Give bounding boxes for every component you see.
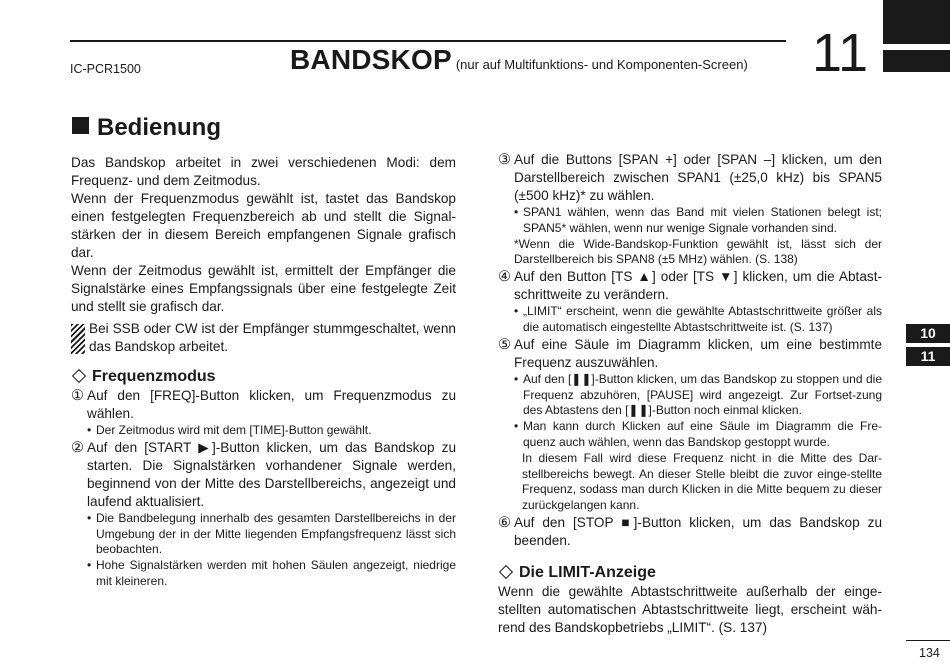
page-number-rule xyxy=(906,640,950,641)
step-text: Auf den [FREQ]-Button klicken, um Frequenzmodus zu wählen. xyxy=(87,388,456,421)
step-number: ① xyxy=(71,388,84,404)
model-name: IC-PCR1500 xyxy=(70,62,141,76)
step-item xyxy=(498,268,882,304)
step-text: Auf die Buttons [SPAN +] oder [SPAN –] klicken, um den Darstellbereich zwischen SPAN1 (±25,0 kHz) bis SPAN5 (±500 kHz)* zu wählen. xyxy=(514,152,882,203)
bullet-text: „LIMIT“ erscheint, wenn die gewählte Abtastschrittweite größer als die automatisch eingestellte Abtastschrittweite ist. (S. 137) xyxy=(523,304,882,334)
subsection-heading xyxy=(71,368,456,386)
bullet-text: Der Zeitmodus wird mit dem [TIME]-Button gewählt. xyxy=(96,423,372,437)
note-block xyxy=(71,320,456,356)
header-rule xyxy=(70,40,786,42)
subsection-heading-text: Frequenzmodus xyxy=(92,368,216,385)
bullet-text: Auf den [❚❚]-Button klicken, um das Bandskop zu stoppen und die Frequenz abzuhören, [PAUSE] wird angezeigt. Zur Fortset-zung des Abtastens den [❚❚]-Button noch einmal klicken. xyxy=(523,371,882,418)
subsection-heading xyxy=(498,564,882,582)
step-item xyxy=(71,439,456,511)
subsection-heading-text: Die LIMIT-Anzeige xyxy=(519,563,656,581)
bullet-continuation: In diesem Fall wird diese Frequenz nicht in die Mitte des Dar-stellbereichs bewegt. An dieser Stelle bleibt die zuvor einge-stellte Frequenz, sodass man durch Klicken in die Mitte bequem zu dieser zurückgelangen kann. xyxy=(522,450,882,513)
intro-paragraph: Das Bandskop arbeitet in zwei verschiedenen Modi: dem Frequenz- und dem Zeitmodus. xyxy=(71,155,456,188)
bullet-item: • Auf den [❚❚]-Button klicken, um das Bandskop zu stoppen und die Frequenz abzuhören, [PAUSE] wird angezeigt. Zur Fortset-zung des Abtastens den [❚❚]-Button noch einmal klicken. xyxy=(514,371,882,418)
bullet-text: Die Bandbelegung innerhalb des gesamten Darstellbereichs in der Umgebung der in der Mitte liegenden Empfangsfrequenz lässt sich beobachten. xyxy=(96,510,456,557)
section-title-text: Bedienung xyxy=(97,114,221,141)
left-column xyxy=(71,154,456,590)
step-item xyxy=(498,151,882,205)
step-item xyxy=(498,514,882,550)
right-column xyxy=(498,151,882,637)
step-text: Auf eine Säule im Diagramm klicken, um eine bestimmte Frequenz auszuwählen. xyxy=(514,336,882,370)
step-number: ⑥ xyxy=(498,514,511,531)
bullet-item: • Man kann durch Klicken auf eine Säule im Diagramm die Fre-quenz auch wählen, wenn das Bandskop gestoppt wurde. xyxy=(514,419,882,449)
step-text: Auf den [START ▶]-Button klicken, um das Bandskop zu starten. Die Signalstärken vorhandener Signale werden, beginnend von der Mitte des Darstellbereichs, angezeigt und laufend aktualisiert. xyxy=(87,439,456,509)
chapter-number: 11 xyxy=(812,23,869,83)
page-title xyxy=(290,44,748,76)
square-bullet-icon xyxy=(72,117,89,134)
page-number: 134 xyxy=(919,646,940,660)
step-item xyxy=(498,336,882,372)
bullet-item: • Der Zeitmodus wird mit dem [TIME]-Button gewählt. xyxy=(87,423,456,439)
intro-paragraph: Wenn der Zeitmodus gewählt ist, ermittelt der Empfänger die Signalstärke eines Empfangssignals über eine festgelegte Zeit und stellt sie grafisch dar. xyxy=(71,263,456,314)
bullet-text: SPAN1 wählen, wenn das Band mit vielen Stationen belegt ist; SPAN5* wählen, wenn nur wenige Signale vorhanden sind. xyxy=(523,205,882,235)
chapter-subtitle: (nur auf Multifunktions- und Komponenten-Screen) xyxy=(455,57,748,72)
step-text: Auf den [STOP ■]-Button klicken, um das Bandskop zu beenden. xyxy=(514,514,882,548)
diamond-icon xyxy=(499,565,513,579)
chapter-tab-block xyxy=(883,50,950,72)
bullet-text: Hohe Signalstärken werden mit hohen Säulen angezeigt, niedrige mit kleineren. xyxy=(96,558,456,588)
section-title xyxy=(72,114,221,142)
chapter-tab-block xyxy=(883,0,950,44)
step-number: ⑤ xyxy=(498,336,511,353)
side-tab-11: 11 xyxy=(906,347,950,366)
chapter-title: BANDSKOP xyxy=(290,44,452,75)
step-item xyxy=(71,387,456,423)
footnote: *Wenn die Wide-Bandskop-Funktion gewählt ist, lässt sich der Darstellbereich bis SPAN8 (±5 MHz) wählen. (S. 138) xyxy=(514,236,882,267)
bullet-item: • SPAN1 wählen, wenn das Band mit vielen Stationen belegt ist; SPAN5* wählen, wenn nur wenige Signale vorhanden sind. xyxy=(514,205,882,235)
intro-paragraph: Wenn der Frequenzmodus gewählt ist, tastet das Bandskop einen festgelegten Frequenzbereich ab und stellt die Signal-stärken der in diesem Bereich empfangenen Signale grafisch dar. xyxy=(71,191,456,260)
step-number: ③ xyxy=(498,152,511,168)
bullet-item: • Hohe Signalstärken werden mit hohen Säulen angezeigt, niedrige mit kleineren. xyxy=(87,558,456,588)
step-text: Auf den Button [TS ▲] oder [TS ▼] klicken, um die Abtast-schrittweite zu verändern. xyxy=(514,269,882,303)
step-number: ② xyxy=(71,439,84,456)
side-tab-10: 10 xyxy=(906,324,950,343)
bullet-item: • Die Bandbelegung innerhalb des gesamten Darstellbereichs in der Umgebung der in der Mitte liegenden Empfangsfrequenz lässt sich beobachten. xyxy=(87,510,456,557)
step-number: ④ xyxy=(498,269,511,286)
note-text: Bei SSB oder CW ist der Empfänger stummgeschaltet, wenn das Bandskop arbeitet. xyxy=(89,321,456,354)
diamond-icon xyxy=(72,369,86,383)
bullet-item: • „LIMIT“ erscheint, wenn die gewählte Abtastschrittweite größer als die automatisch eingestellte Abtastschrittweite ist. (S. 137) xyxy=(514,304,882,334)
limit-paragraph: Wenn die gewählte Abtastschrittweite außerhalb der einge-stellten automatischen Abtastschrittweite liegt, erscheint wäh-rend des Bandskopbetriebs „LIMIT“. (S. 137) xyxy=(498,583,882,635)
note-icon xyxy=(71,324,85,354)
bullet-text: Man kann durch Klicken auf eine Säule im Diagramm die Fre-quenz auch wählen, wenn das Bandskop gestoppt wurde. xyxy=(523,419,882,449)
